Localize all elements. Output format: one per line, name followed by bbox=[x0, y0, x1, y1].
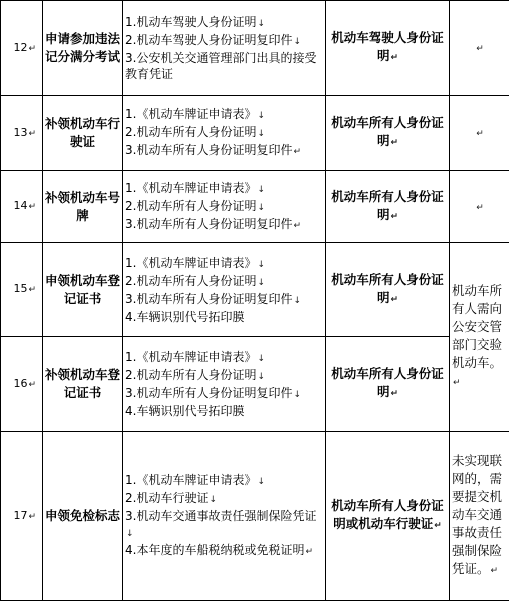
required-documents bbox=[123, 96, 326, 171]
table-row bbox=[1, 243, 509, 337]
row-number: 15↵ bbox=[1, 243, 43, 337]
document-item: 1.机动车驾驶人身份证明↓ bbox=[125, 14, 323, 32]
holder-id-requirement: 机动车所有人身份证明↵ bbox=[326, 171, 450, 243]
document-item: 3.机动车所有人身份证明复印件↓ bbox=[125, 291, 323, 309]
document-item: 1.《机动车牌证申请表》↓ bbox=[125, 472, 323, 490]
document-item: 4.本年度的车船税纳税或免税证明↵ bbox=[125, 542, 323, 560]
remark-cell: ↵ bbox=[450, 96, 509, 171]
document-item: 1.《机动车牌证申请表》↓ bbox=[125, 180, 323, 198]
remark-cell: 未实现联网的，需要提交机动车交通事故责任强制保险凭证。↵ bbox=[450, 432, 509, 601]
document-item: 3.机动车交通事故责任强制保险凭证↓ bbox=[125, 508, 323, 542]
table-row bbox=[1, 337, 509, 432]
row-number: 16↵ bbox=[1, 337, 43, 432]
document-item: 2.机动车所有人身份证明↓ bbox=[125, 198, 323, 216]
service-name: 申领机动车登记证书 bbox=[43, 243, 123, 337]
required-documents bbox=[123, 432, 326, 601]
document-item: 2.机动车所有人身份证明↓ bbox=[125, 367, 323, 385]
document-item: 3.机动车所有人身份证明复印件↵ bbox=[125, 142, 323, 160]
required-documents bbox=[123, 1, 326, 96]
holder-id-requirement: 机动车所有人身份证明↵ bbox=[326, 243, 450, 337]
document-item: 4.车辆识别代号拓印膜 bbox=[125, 309, 323, 325]
row-number: 12↵ bbox=[1, 1, 43, 96]
table-row bbox=[1, 96, 509, 171]
remark-cell: ↵ bbox=[450, 1, 509, 96]
document-item: 4.车辆识别代号拓印膜 bbox=[125, 403, 323, 419]
document-item: 3.公安机关交通管理部门出具的接受教育凭证 bbox=[125, 50, 323, 82]
service-name: 补领机动车登记证书 bbox=[43, 337, 123, 432]
table-row bbox=[1, 432, 509, 601]
required-documents bbox=[123, 337, 326, 432]
table-row bbox=[1, 171, 509, 243]
holder-id-requirement: 机动车驾驶人身份证明↵ bbox=[326, 1, 450, 96]
service-name: 补领机动车号牌 bbox=[43, 171, 123, 243]
document-item: 2.机动车驾驶人身份证明复印件↓ bbox=[125, 32, 323, 50]
required-documents bbox=[123, 171, 326, 243]
document-item: 1.《机动车牌证申请表》↓ bbox=[125, 255, 323, 273]
document-item: 2.机动车所有人身份证明↓ bbox=[125, 273, 323, 291]
holder-id-requirement: 机动车所有人身份证明↵ bbox=[326, 96, 450, 171]
document-item: 2.机动车行驶证↓ bbox=[125, 490, 323, 508]
remark-cell: ↵ bbox=[450, 171, 509, 243]
document-item: 1.《机动车牌证申请表》↓ bbox=[125, 349, 323, 367]
service-name: 补领机动车行驶证 bbox=[43, 96, 123, 171]
holder-id-requirement: 机动车所有人身份证明↵ bbox=[326, 337, 450, 432]
document-item: 2.机动车所有人身份证明↓ bbox=[125, 124, 323, 142]
required-documents bbox=[123, 243, 326, 337]
document-item: 3.机动车所有人身份证明复印件↓ bbox=[125, 385, 323, 403]
service-name: 申领免检标志 bbox=[43, 432, 123, 601]
row-number: 13↵ bbox=[1, 96, 43, 171]
row-number: 17↵ bbox=[1, 432, 43, 601]
document-item: 1.《机动车牌证申请表》↓ bbox=[125, 106, 323, 124]
service-name: 申请参加违法记分满分考试 bbox=[43, 1, 123, 96]
remark-cell: 机动车所有人需向公安交管部门交验机动车。↵ bbox=[450, 243, 509, 432]
holder-id-requirement: 机动车所有人身份证明或机动车行驶证↵ bbox=[326, 432, 450, 601]
row-number: 14↵ bbox=[1, 171, 43, 243]
table-row bbox=[1, 1, 509, 96]
document-item: 3.机动车所有人身份证明复印件↵ bbox=[125, 216, 323, 234]
